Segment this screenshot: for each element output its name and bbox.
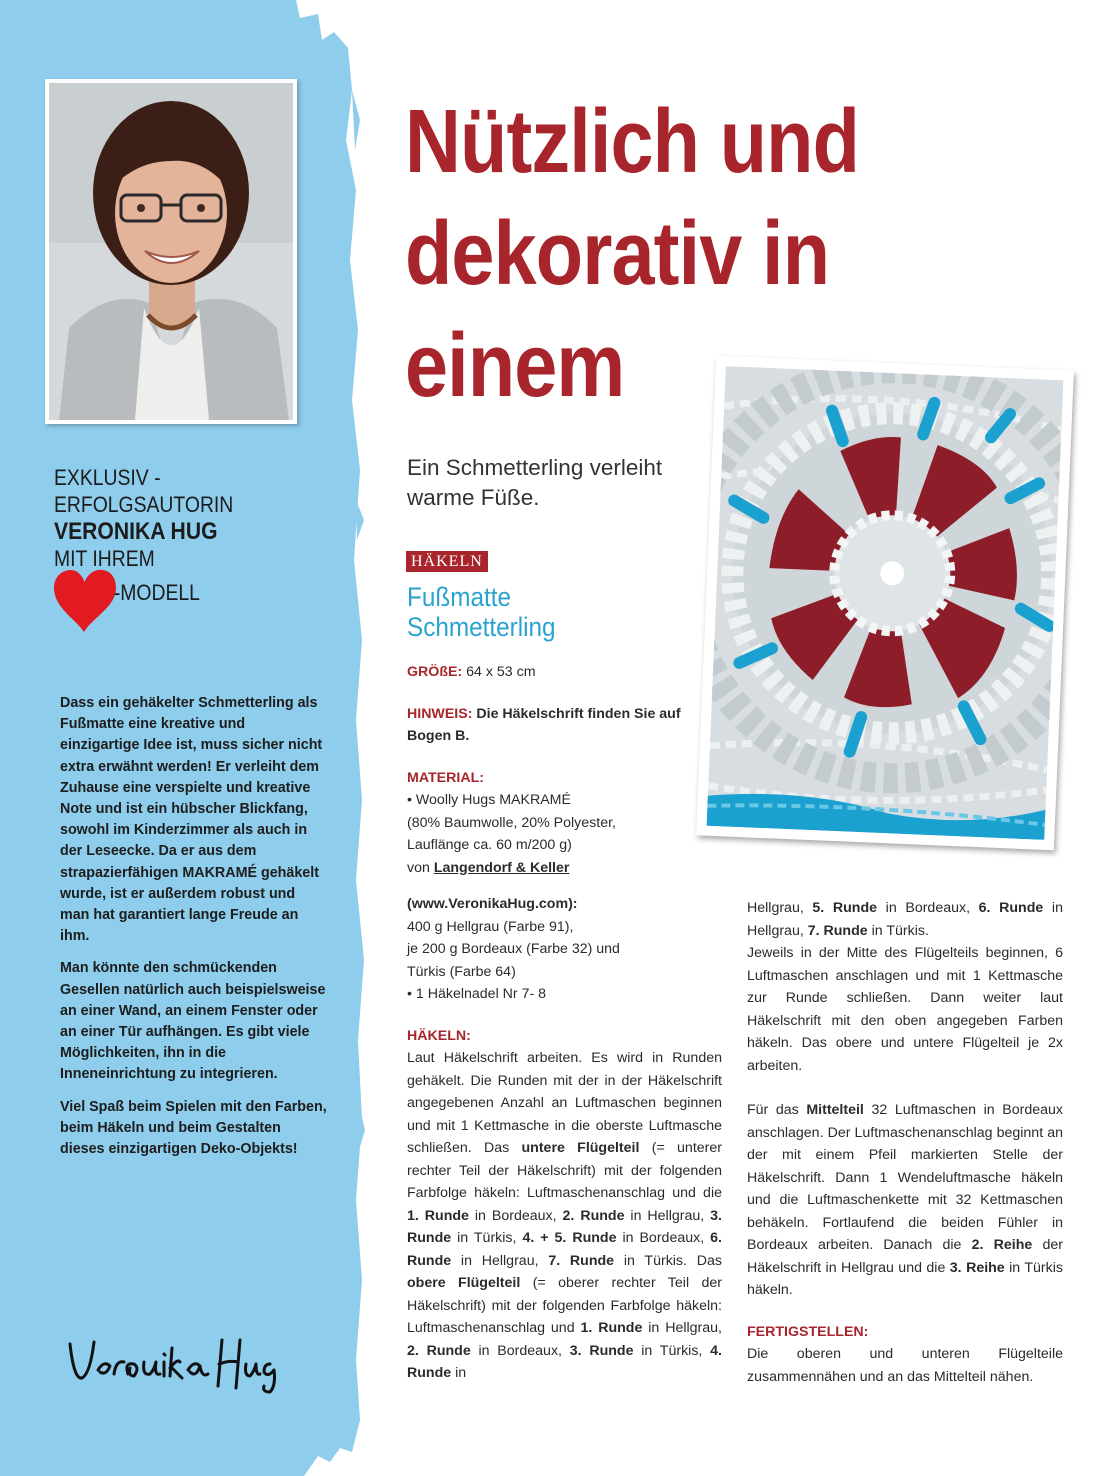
- model-label: -MODELL: [113, 579, 200, 605]
- author-name: VERONIKA HUG: [54, 518, 218, 545]
- crochet-instructions: Laut Häkelschrift arbeiten. Es wird in Runden gehäkelt. Die Runden mit der in der Häkelschrift angegebenen Anzahl an Luftmaschen beginnen und mit 1 Kettmasche in die oberste Luftmasche schließen. Das untere Flügelteil (= unterer rechter Teil der Häkelschrift) mit der folgenden Farbfolge häkeln: Luftmaschenanschlag und die 1. Runde in Bordeaux, 2. Runde in Hellgrau, 3. Runde in Türkis, 4. + 5. Runde in Bordeaux, 6. Runde in Hellgrau, 7. Runde in Türkis. Das obere Flügelteil (= oberer rechter Teil der Häkelschrift) mit der folgenden Farbfolge häkeln: Luftmaschenanschlag und 1. Runde in Hellgrau, 2. Runde in Bordeaux, 3. Runde in Türkis, 4. Runde in: [407, 1050, 722, 1381]
- author-feature-box: [54, 464, 318, 634]
- heart-icon: [50, 568, 119, 634]
- crochet-heading: HÄKELN:: [407, 1027, 471, 1044]
- intro-paragraph-3: Viel Spaß beim Spielen mit den Farben, beim Häkeln und beim Gestalten dieses einzigartigen Deko-Objekts!: [60, 1098, 327, 1158]
- subtitle: Ein Schmetterling verleiht warme Füße.: [407, 455, 663, 510]
- hint-line: HINWEIS: Die Häkelschrift finden Sie auf Bogen B.: [407, 705, 681, 744]
- finish-text: Die oberen und unteren Flügelteile zusammennähen und an das Mittelteil nähen.: [747, 1346, 1063, 1385]
- exclusive-label: EXKLUSIV -: [54, 465, 161, 490]
- crochet-photo: [696, 356, 1074, 851]
- with-her-label: MIT IHREM: [54, 546, 155, 571]
- middle-part-instructions: Für das Mittelteil 32 Luftmaschen in Bordeaux anschlagen. Der Luftmaschenanschlag beginnt an der mit einem Pfeil markierten Stelle der Häkelschrift. Dann 1 Wendeluftmasche häkeln und die Luftmaschenkette mit 32 Kettmaschen behäkeln. Fortlaufend die beiden Fühler in Bordeaux arbeiten. Danach die 2. Reihe der Häkelschrift in Hellgrau und die 3. Reihe in Türkis häkeln.: [747, 1102, 1063, 1298]
- intro-paragraph-2: Man könnte den schmückenden Gesellen natürlich auch beispielsweise an einer Wand, an einem Fenster oder an einer Tür aufhängen. Es gibt viele Möglichkeiten, ihn in die Inneneinrichtung zu integrieren.: [60, 960, 326, 1083]
- crochet-instructions-continued: Hellgrau, 5. Runde in Bordeaux, 6. Runde in Hellgrau, 7. Runde in Türkis.: [747, 900, 1063, 939]
- size-line: GRÖßE: 64 x 53 cm: [407, 664, 536, 680]
- article-column-1: GRÖßE: 64 x 53 cm HINWEIS: Die Häkelschrift finden Sie auf Bogen B. MATERIAL: • Woolly Hugs MAKRAMÉ (80% Baumwolle, 20% Polyester, Lauflänge ca. 60 m/200 g) von Langendorf & Keller (www.VeronikaHug.com): 400 g Hellgrau (Farbe 91), je 200 g Bordeaux (Farbe 32) und Türkis (Farbe 64) • 1 Häkelnadel Nr 7- 8 HÄKELN: Laut Häkelschrift arbeiten. Es wird in Runden gehäkelt. Die Runden mit der in der Häkelschrift angegebenen Anzahl an Luftmaschen beginnen und mit 1 Kettmasche in die oberste Luftmasche schließen. Das untere Flügelteil (= unterer rechter Teil der Häkelschrift) mit der folgenden Farbfolge häkeln: Luftmaschenanschlag und die 1. Runde in Bordeaux, 2. Runde in Hellgrau, 3. Runde in Türkis, 4. + 5. Runde in Bordeaux, 6. Runde in Hellgrau, 7. Runde in Türkis. Das obere Flügelteil (= oberer rechter Teil der Häkelschrift) mit der folgenden Farbfolge häkeln: Luftmaschenanschlag und 1. Runde in Hellgrau, 2. Runde in Bordeaux, 3. Runde in Türkis, 4. Runde in: [407, 661, 722, 1385]
- intro-paragraph-1: Dass ein gehäkelter Schmetterling als Fußmatte eine kreative und einzigartige Idee ist, muss sicher nicht extra erwähnt werden! Er verleiht dem Zuhause eine verspielte und kreative Note und ist ein hübscher Blickfang, sowohl im Kinderzimmer als auch in der Leseecke. Da er aus dem strapazierfähigen MAKRAMÉ gehäkelt wurde, ist er außerdem robust und man hat garantiert lange Freude an ihm.: [60, 695, 323, 945]
- author-role: ERFOLGSAUTORIN: [54, 492, 234, 517]
- sidebar: [0, 0, 365, 1476]
- headline-line-2: dekorativ in: [405, 204, 830, 304]
- author-photo: [45, 79, 297, 424]
- category-tag: HÄKELN: [406, 551, 488, 572]
- intro-text: [60, 693, 328, 1171]
- headline-line-3: einem: [405, 316, 625, 416]
- finish-heading: FERTIGSTELLEN:: [747, 1323, 869, 1340]
- author-signature: [64, 1330, 294, 1399]
- material-heading: MATERIAL:: [407, 769, 484, 786]
- pattern-title: Fußmatte Schmetterling: [407, 582, 556, 642]
- headline-line-1: Nützlich und: [405, 92, 860, 192]
- article-column-2: Hellgrau, 5. Runde in Bordeaux, 6. Runde in Hellgrau, 7. Runde in Türkis. Jeweils in der Mitte des Flügelteils beginnen, 6 Luftmaschen anschlagen und mit 1 Kettmasche zur Runde schließen. Dann weiter laut Häkelschrift mit den oben angegeben Farben häkeln. Das obere und untere Flügelteil je 2x arbeiten. Für das Mittelteil 32 Luftmaschen in Bordeaux anschlagen. Der Luftmaschenanschlag beginnt an der mit einem Pfeil markierten Stelle der Häkelschrift. Dann 1 Wendeluftmasche häkeln und die Luftmaschenkette mit 32 Kettmaschen behäkeln. Fortlaufend die beiden Fühler in Bordeaux arbeiten. Danach die 2. Reihe der Häkelschrift in Hellgrau und die 3. Reihe in Türkis häkeln. FERTIGSTELLEN: Die oberen und unteren Flügelteile zusammennähen und an das Mittelteil nähen.: [747, 897, 1063, 1388]
